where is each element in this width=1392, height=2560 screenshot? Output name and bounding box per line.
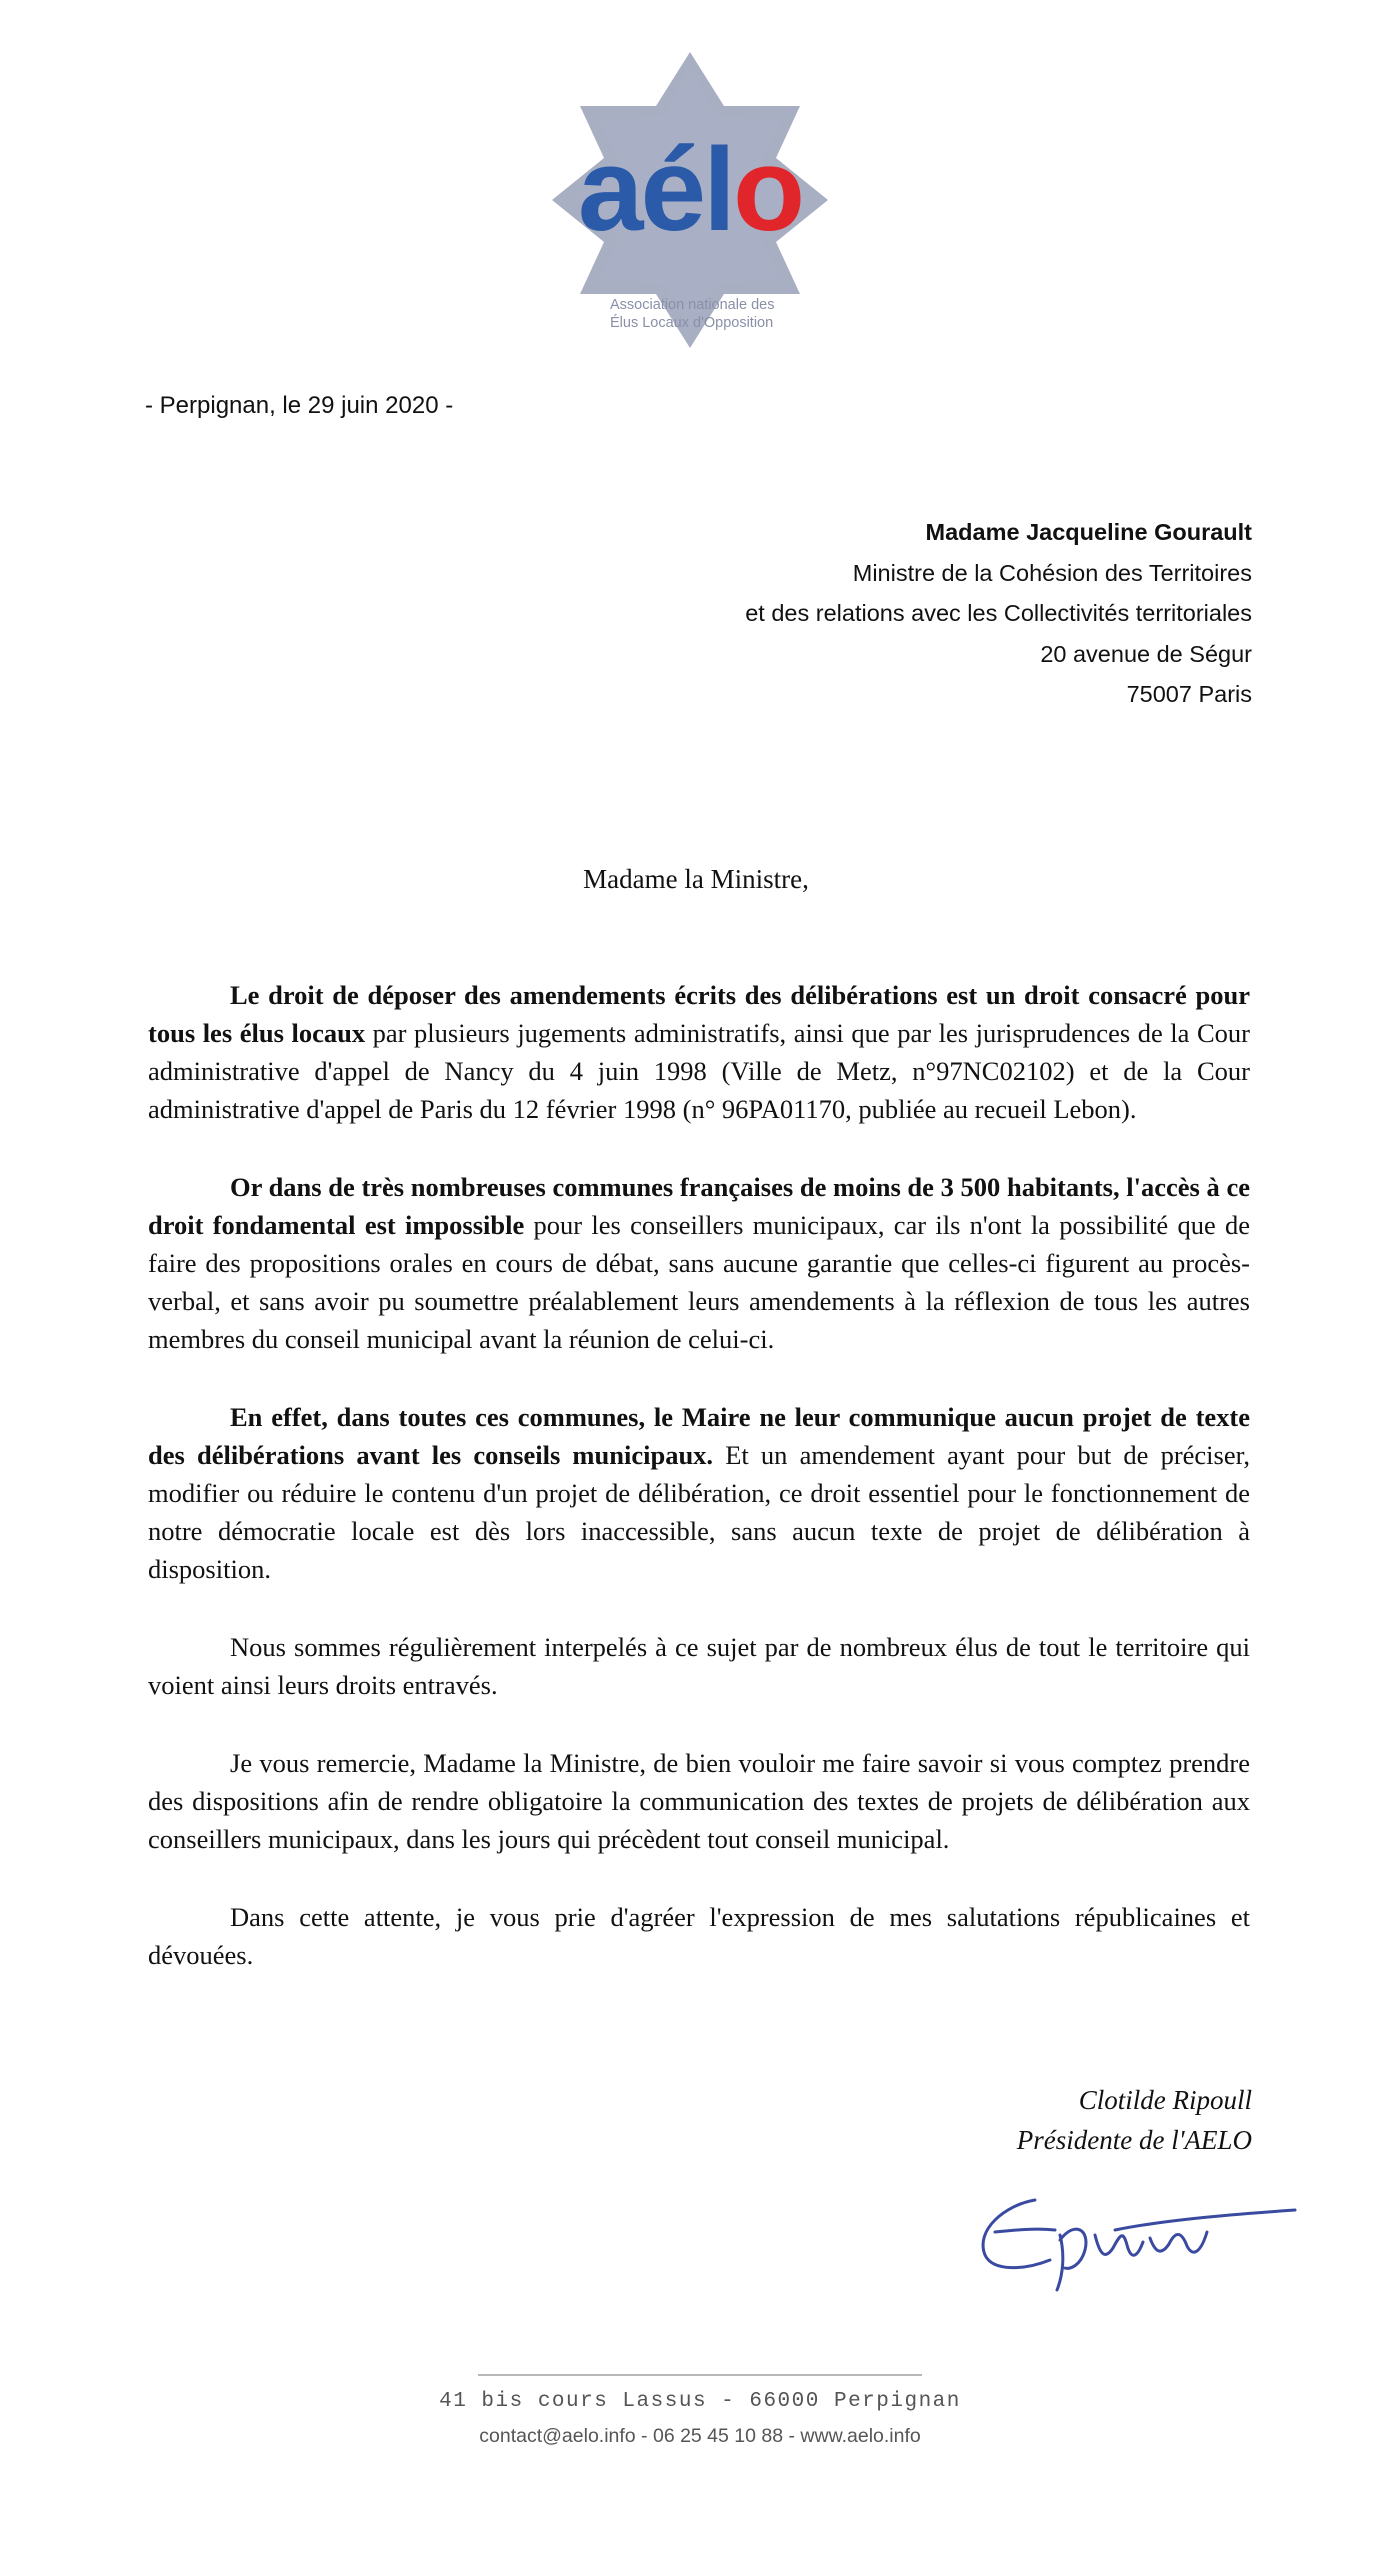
paragraph-2	[148, 1168, 1250, 1358]
paragraph-1-bold: Le droit de déposer des amendements écrits des délibérations est un droit consacré pour tous les élus locaux	[148, 980, 1250, 1048]
recipient-line2: et des relations avec les Collectivités territoriales	[745, 600, 1252, 626]
recipient-line3: 20 avenue de Ségur	[1040, 640, 1252, 667]
paragraph-6: Dans cette attente, je vous prie d'agréer l'expression de mes salutations républicaines et dévouées.	[148, 1902, 1250, 1970]
recipient-line4: 75007 Paris	[1126, 681, 1252, 707]
recipient-name: Madame Jacqueline Gourault	[925, 519, 1252, 545]
recipient-line1: Ministre de la Cohésion des Territoires	[852, 559, 1252, 586]
footer-contact: contact@aelo.info - 06 25 45 10 88 - www.aelo.info	[479, 2425, 921, 2447]
paragraph-1	[148, 976, 1250, 1128]
signature-title: Présidente de l'AELO	[1016, 2125, 1252, 2155]
date-line: - Perpignan, le 29 juin 2020 -	[145, 392, 454, 419]
logo-tagline-line1: Association nationale des	[610, 297, 775, 313]
paragraph-1-text: par plusieurs jugements administratifs, ainsi que par les jurisprudences de la Cour administrative d'appel de Nancy du 4 juin 1998 (Ville de Metz, n°97NC02102) et de la Cour administrative d'appel de Paris du 12 février 1998 (n° 96PA01170, publiée au recueil Lebon).	[148, 1018, 1250, 1124]
logo-tagline	[610, 296, 870, 332]
letter-body	[148, 976, 1250, 2014]
recipient-block	[745, 512, 1252, 715]
signature-name: Clotilde Ripoull	[1078, 2085, 1252, 2115]
paragraph-4: Nous sommes régulièrement interpelés à ce sujet par de nombreux élus de tout le territoire qui voient ainsi leurs droits entravés.	[148, 1632, 1250, 1700]
salutation: Madame la Ministre,	[583, 864, 809, 894]
handwritten-signature-icon	[965, 2160, 1305, 2300]
paragraph-2-text: pour les conseillers municipaux, car ils n'ont la possibilité que de faire des propositions orales en cours de débat, sans aucune garantie que celles-ci figurent au procès-verbal, et sans avoir pu soumettre préalablement leurs amendements à la réflexion de tous les autres membres du conseil municipal avant la réunion de celui-ci.	[148, 1210, 1250, 1354]
paragraph-3-text: Et un amendement ayant pour but de préciser, modifier ou réduire le contenu d'un projet de délibération, ce droit essentiel pour le fonctionnement de notre démocratie locale est dès lors inaccessible, sans aucun texte de projet de délibération à disposition.	[148, 1440, 1250, 1584]
footer-address: 41 bis cours Lassus - 66000 Perpignan	[439, 2390, 961, 2413]
logo-wordmark: aélo	[577, 124, 803, 256]
paragraph-5: Je vous remercie, Madame la Ministre, de bien vouloir me faire savoir si vous comptez prendre des dispositions afin de rendre obligatoire la communication des textes de projets de délibération aux conseillers municipaux, dans les jours qui précèdent tout conseil municipal.	[148, 1748, 1250, 1854]
logo-tagline-line2: Élus Locaux d'Opposition	[610, 315, 774, 331]
paragraph-3	[148, 1398, 1250, 1588]
footer-divider	[478, 2374, 922, 2376]
paragraph-2-bold: Or dans de très nombreuses communes françaises de moins de 3 500 habitants, l'accès à ce droit fondamental est impossible	[148, 1172, 1250, 1240]
paragraph-3-bold: En effet, dans toutes ces communes, le Maire ne leur communique aucun projet de texte des délibérations avant les conseils municipaux.	[148, 1402, 1250, 1470]
signature-block	[1017, 2080, 1252, 2160]
